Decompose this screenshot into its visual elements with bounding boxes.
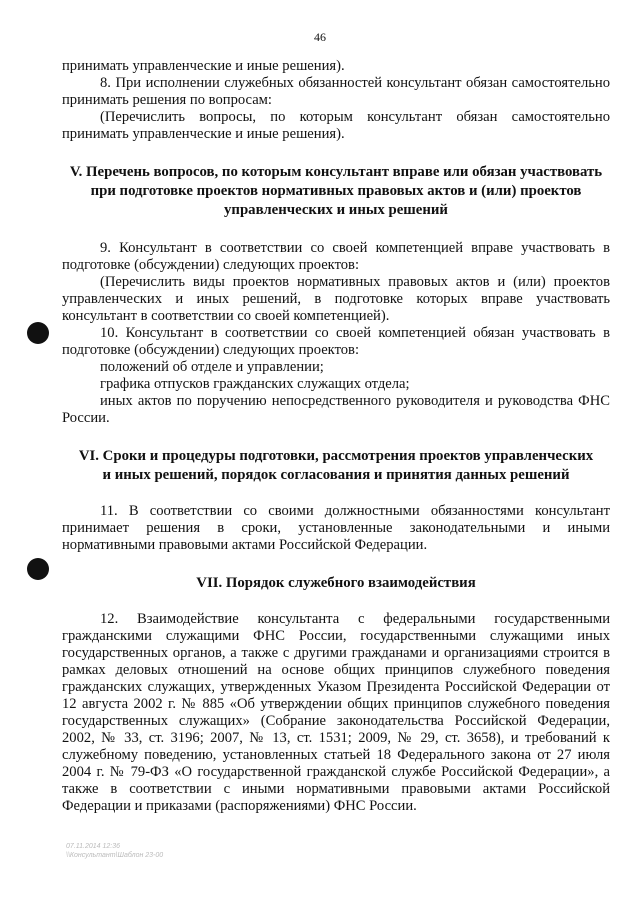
paragraph-9: 9. Консультант в соответствии со своей компетенцией вправе участвовать в подготовке (обсуждении) следующих проектов:: [62, 240, 610, 273]
paragraph-8: 8. При исполнении служебных обязанностей консультант обязан самостоятельно принимать решения по вопросам:: [62, 75, 610, 108]
paragraph-7-continuation: принимать управленческие и иные решения).: [62, 58, 345, 74]
section-7-heading: VII. Порядок служебного взаимодействия: [196, 575, 476, 591]
paragraph-10-item-3: иных актов по поручению непосредственного руководителя и руководства ФНС России.: [62, 393, 610, 426]
paragraph-8-note: (Перечислить вопросы, по которым консультант обязан самостоятельно принимать управленческие и иные решения).: [62, 109, 610, 142]
document-body: [62, 58, 610, 815]
print-footer: [66, 842, 163, 860]
section-5-heading-line3: управленческих и иных решений: [224, 202, 448, 218]
section-6-heading-line1: VI. Сроки и процедуры подготовки, рассмотрения проектов управленческих: [78, 448, 594, 464]
paragraph-10-item-1: положений об отделе и управлении;: [100, 359, 324, 375]
section-5-heading-line2: при подготовке проектов нормативных правовых актов и (или) проектов: [90, 183, 582, 199]
footer-timestamp: 07.11.2014 12:36: [66, 843, 120, 850]
section-6-heading-line2: и иных решений, порядок согласования и принятия данных решений: [102, 467, 570, 483]
punch-hole-lower: [27, 558, 49, 580]
paragraph-10: 10. Консультант в соответствии со своей компетенцией обязан участвовать в подготовке (обсуждении) следующих проектов:: [62, 325, 610, 358]
paragraph-9-note: (Перечислить виды проектов нормативных правовых актов и (или) проектов управленческих и иных решений, в подготовке которых вправе участвовать консультант в соответствии со своей компетенцией).: [62, 274, 610, 324]
page-number: 46: [314, 30, 326, 44]
paragraph-12: 12. Взаимодействие консультанта с федеральными государственными гражданскими служащими ФНС России, государственными служащими иных государственных органов, а также с другими гражданами и организациями строится в рамках деловых отношений на основе общих принципов служебного поведения гражданских служащих, утвержденных Указом Президента Российской Федерации от 12 августа 2002 г. № 885 «Об утверждении общих принципов служебного поведения государственных служащих» (Собрание законодательства Российской Федерации, 2002, № 33, ст. 3196; 2007, № 13, ст. 1531; 2009, № 29, ст. 3658), и требований к служебному поведению, установленных статьей 18 Федерального закона от 27 июля 2004 г. № 79-ФЗ «О государственной гражданской службе Российской Федерации», а также в соответствии с иными нормативными правовыми актами Российской Федерации и приказами (распоряжениями) ФНС России.: [62, 611, 610, 814]
paragraph-10-item-2: графика отпусков гражданских служащих отдела;: [100, 376, 410, 392]
section-5-heading-line1: V. Перечень вопросов, по которым консультант вправе или обязан участвовать: [69, 164, 603, 180]
footer-template-path: \\Консультант\Шаблон 23-00: [66, 852, 164, 859]
paragraph-11: 11. В соответствии со своими должностными обязанностями консультант принимает решения в сроки, установленные законодательными и иными нормативными правовыми актами Российской Федерации.: [62, 503, 610, 553]
punch-hole-upper: [27, 322, 49, 344]
